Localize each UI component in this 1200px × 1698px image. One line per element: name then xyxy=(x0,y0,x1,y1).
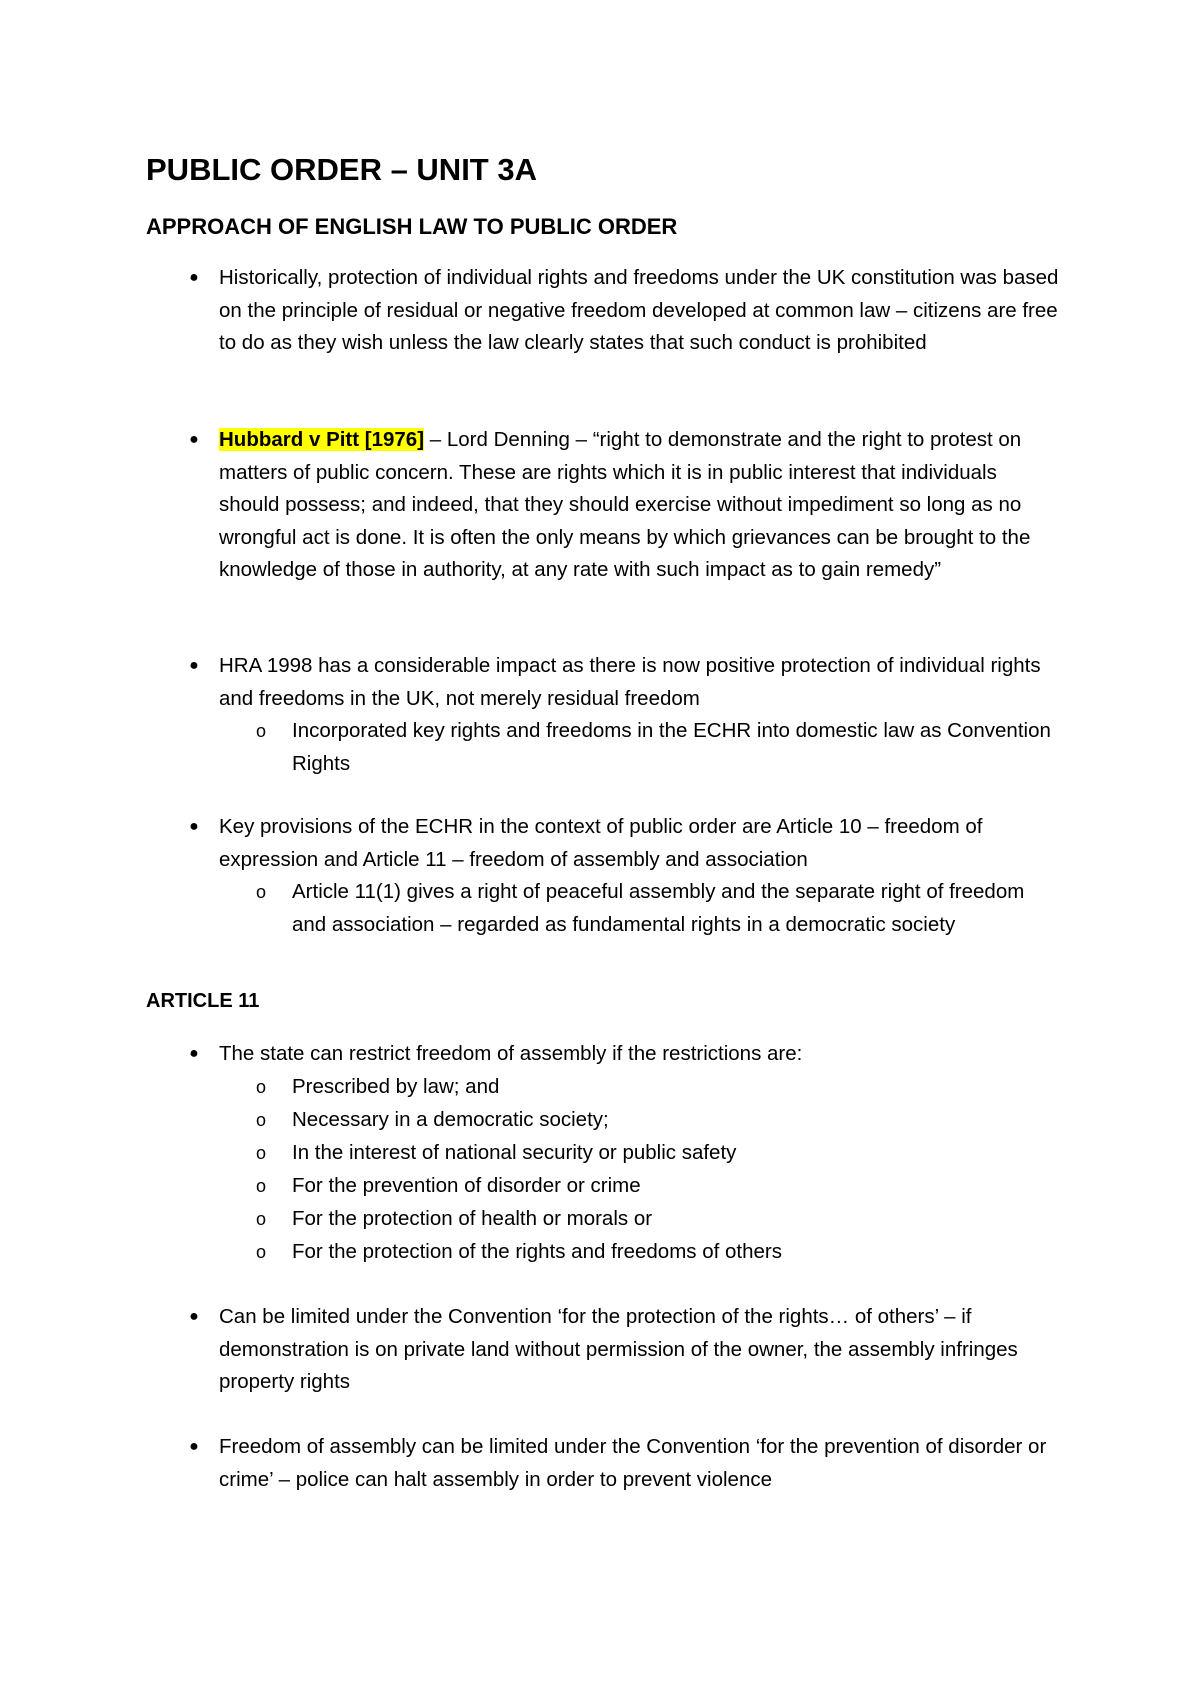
sub-list-item xyxy=(256,1236,1052,1269)
list-item xyxy=(189,650,1059,715)
sub-list-item-text: Article 11(1) gives a right of peaceful assembly and the separate right of freedom and association – regarded as fundamental rights in a democratic society xyxy=(292,880,1025,936)
sub-list-item xyxy=(256,1071,1052,1104)
sub-list-item-text: For the prevention of disorder or crime xyxy=(292,1174,641,1197)
sub-bullet-icon: o xyxy=(256,882,267,902)
bullet-icon: ● xyxy=(189,657,199,674)
sub-list-item-text: In the interest of national security or public safety xyxy=(292,1141,737,1164)
sub-bullet-icon: o xyxy=(256,1242,267,1262)
sub-list-item xyxy=(256,1104,1052,1137)
bullet-icon: ● xyxy=(189,431,199,448)
sub-list-item-text: For the protection of health or morals or xyxy=(292,1207,653,1230)
sub-list-item xyxy=(256,715,1052,780)
sub-list-item-text: Prescribed by law; and xyxy=(292,1075,500,1098)
sub-bullet-icon: o xyxy=(256,1143,267,1163)
sub-list-item-text: Necessary in a democratic society; xyxy=(292,1108,609,1131)
document-title: PUBLIC ORDER – UNIT 3A xyxy=(146,152,537,187)
bullet-icon: ● xyxy=(189,1438,199,1455)
sub-bullet-icon: o xyxy=(256,1110,267,1130)
list-item-text: Can be limited under the Convention ‘for the protection of the rights… of others’ – if demonstration is on private land without permission of the owner, the assembly infringes property rights xyxy=(219,1305,1018,1393)
list-item-text: – Lord Denning – “right to demonstrate and the right to protest on matters of public concern. These are rights which it is in public interest that individuals should possess; and indeed, that they should exercise without impediment so long as no wrongful act is done. It is often the only means by which grievances can be brought to the knowledge of those in authority, at any rate with such impact as to gain remedy” xyxy=(219,428,1031,581)
sub-list-item-text: Incorporated key rights and freedoms in the ECHR into domestic law as Convention Rights xyxy=(292,719,1051,775)
list-item-text: Freedom of assembly can be limited under the Convention ‘for the prevention of disorder or crime’ – police can halt assembly in order to prevent violence xyxy=(219,1435,1047,1491)
list-item xyxy=(189,1038,1059,1071)
sub-bullet-icon: o xyxy=(256,1176,267,1196)
list-item xyxy=(189,1301,1059,1399)
sub-list-item-text: For the protection of the rights and freedoms of others xyxy=(292,1240,782,1263)
list-item-text: Key provisions of the ECHR in the context of public order are Article 10 – freedom of expression and Article 11 – freedom of assembly and association xyxy=(219,815,983,871)
list-item-text: The state can restrict freedom of assembly if the restrictions are: xyxy=(219,1042,803,1065)
bullet-icon: ● xyxy=(189,269,199,286)
list-item xyxy=(189,262,1059,360)
sub-list-item xyxy=(256,876,1052,941)
list-item xyxy=(189,811,1059,876)
sub-bullet-icon: o xyxy=(256,1077,267,1097)
sub-list-item xyxy=(256,1203,1052,1236)
list-item-text: Historically, protection of individual rights and freedoms under the UK constitution was based on the principle of residual or negative freedom developed at common law – citizens are free to do as they wish unless the law clearly states that such conduct is prohibited xyxy=(219,266,1059,354)
bullet-icon: ● xyxy=(189,818,199,835)
bullet-icon: ● xyxy=(189,1308,199,1325)
list-item xyxy=(189,424,1059,587)
list-item-text: HRA 1998 has a considerable impact as there is now positive protection of individual rights and freedoms in the UK, not merely residual freedom xyxy=(219,654,1041,710)
list-item xyxy=(189,1431,1059,1496)
section-heading-approach: APPROACH OF ENGLISH LAW TO PUBLIC ORDER xyxy=(146,214,678,239)
section-heading-article-11: ARTICLE 11 xyxy=(146,990,260,1012)
sub-list-item xyxy=(256,1137,1052,1170)
bullet-icon: ● xyxy=(189,1045,199,1062)
case-name-highlight: Hubbard v Pitt [1976] xyxy=(219,428,425,451)
sub-bullet-icon: o xyxy=(256,721,267,741)
sub-bullet-icon: o xyxy=(256,1209,267,1229)
sub-list-item xyxy=(256,1170,1052,1203)
